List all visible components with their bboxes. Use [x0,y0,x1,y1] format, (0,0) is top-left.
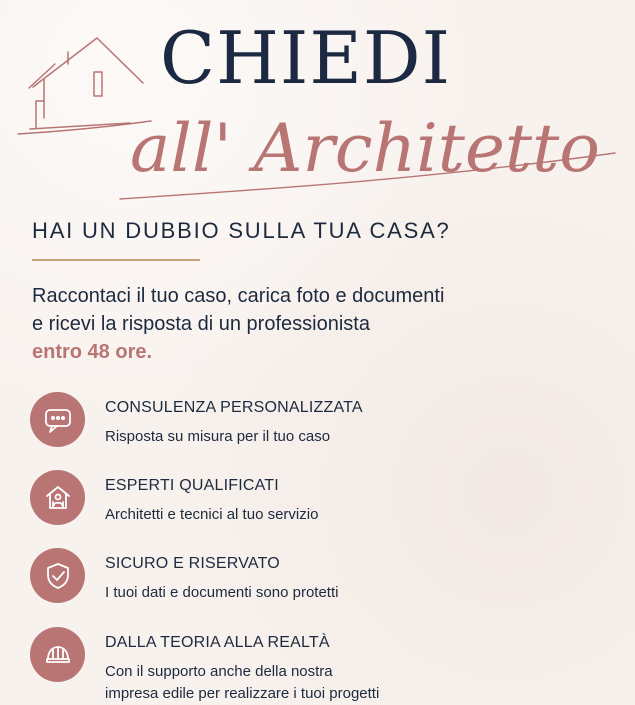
feature-badge [30,470,85,525]
intro-line-1: Raccontaci il tuo caso, carica foto e documenti [32,285,445,307]
feature-description-line-1: Risposta su misura per il tuo caso [105,428,331,445]
feature-title: CONSULENZA PERSONALIZZATA [105,399,363,416]
hard-hat-icon [41,638,75,672]
feature-title: ESPERTI QUALIFICATI [105,477,279,494]
feature-description-line-1: Architetti e tecnici al tuo servizio [105,506,319,523]
feature-item [30,392,610,452]
feature-item [30,627,610,702]
feature-description [105,661,575,705]
feature-badge [30,548,85,603]
feature-item [30,470,610,530]
script-subtitle-text: all' Architetto [130,110,600,187]
feature-badge [30,392,85,447]
feature-description [105,582,575,604]
feature-description-line-1: I tuoi dati e documenti sono protetti [105,584,339,601]
chat-bubble-icon [41,403,75,437]
feature-description [105,504,575,526]
intro-line-2: e ricevi la risposta di un professionista [32,313,370,335]
feature-description-line-1: Con il supporto anche della nostra [105,663,333,680]
intro-question: HAI UN DUBBIO SULLA TUA CASA? [32,218,451,243]
feature-description-line-2: impresa edile per realizzare i tuoi progetti [105,685,380,702]
feature-badge [30,627,85,682]
feature-item [30,548,610,608]
page-title: CHIEDI [160,16,452,100]
feature-description [105,426,575,448]
section-divider [32,259,200,261]
shield-check-icon [41,559,75,593]
intro-highlight: entro 48 ore. [32,341,153,363]
feature-title: SICURO E RISERVATO [105,555,280,572]
script-subtitle [115,95,625,205]
house-person-icon [41,481,75,515]
feature-title: DALLA TEORIA ALLA REALTÀ [105,634,330,651]
intro-text [32,282,592,366]
